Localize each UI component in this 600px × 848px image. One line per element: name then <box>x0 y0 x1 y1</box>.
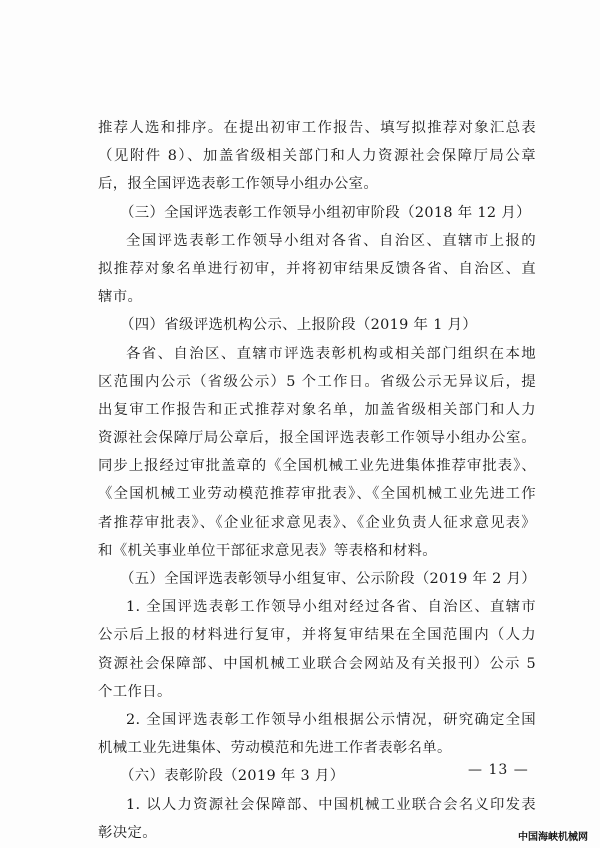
body-line: 区范围内公示（省级公示）5 个工作日。省级公示无异议后，提 <box>98 373 536 390</box>
page-number: — 13 — <box>468 762 529 778</box>
body-line: 《全国机械工业劳动模范推荐审批表》、《全国机械工业先进工作 <box>98 486 536 503</box>
section-heading: （三）全国评选表彰工作领导小组初审阶段（2018 年 12 月） <box>120 204 531 221</box>
body-line: 1. 以人力资源社会保障部、中国机械工业联合会名义印发表 <box>126 796 536 813</box>
body-line: 机械工业先进集体、劳动模范和先进工作者表彰名单。 <box>98 740 452 757</box>
body-line: 后，报全国评选表彰工作领导小组办公室。 <box>98 176 379 193</box>
section-heading: （四）省级评选机构公示、上报阶段（2019 年 1 月） <box>120 317 478 334</box>
document-body <box>98 114 536 847</box>
site-watermark: 中国海峡机械网 <box>518 832 588 843</box>
body-line: 1. 全国评选表彰工作领导小组对经过各省、自治区、直辖市 <box>126 599 536 616</box>
body-line: 拟推荐对象名单进行初审，并将初审结果反馈各省、自治区、直 <box>98 260 536 277</box>
body-line: 同步上报经过审批盖章的《全国机械工业先进集体推荐审批表》、 <box>98 458 536 475</box>
body-line: 全国评选表彰工作领导小组对各省、自治区、直辖市上报的 <box>126 232 536 249</box>
body-line: 公示后上报的材料进行复审，并将复审结果在全国范围内（人力 <box>98 627 536 644</box>
body-line: 彰决定。 <box>98 824 157 841</box>
body-line: 辖市。 <box>98 289 143 306</box>
body-line: 者推荐审批表》、《企业征求意见表》、《企业负责人征求意见表》 <box>98 514 536 531</box>
body-line: 各省、自治区、直辖市评选表彰机构或相关部门组织在本地 <box>126 345 536 362</box>
section-heading: （六）表彰阶段（2019 年 3 月） <box>120 768 345 785</box>
body-line: 2. 全国评选表彰工作领导小组根据公示情况，研究确定全国 <box>126 711 536 728</box>
body-line: 出复审工作报告和正式推荐对象名单，加盖省级相关部门和人力 <box>98 401 536 418</box>
body-line: 和《机关事业单位干部征求意见表》等表格和材料。 <box>98 542 438 559</box>
body-line: 资源社会保障厅局公章后，报全国评选表彰工作领导小组办公室。 <box>98 430 536 447</box>
section-heading: （五）全国评选表彰领导小组复审、公示阶段（2019 年 2 月） <box>120 571 537 587</box>
body-line: 个工作日。 <box>98 683 172 700</box>
body-line: 资源社会保障部、中国机械工业联合会网站及有关报刊）公示 5 <box>98 655 536 672</box>
body-line: 推荐人选和排序。在提出初审工作报告、填写拟推荐对象汇总表 <box>98 120 536 136</box>
body-line: （见附件 8）、加盖省级相关部门和人力资源社会保障厅局公章 <box>98 148 536 165</box>
